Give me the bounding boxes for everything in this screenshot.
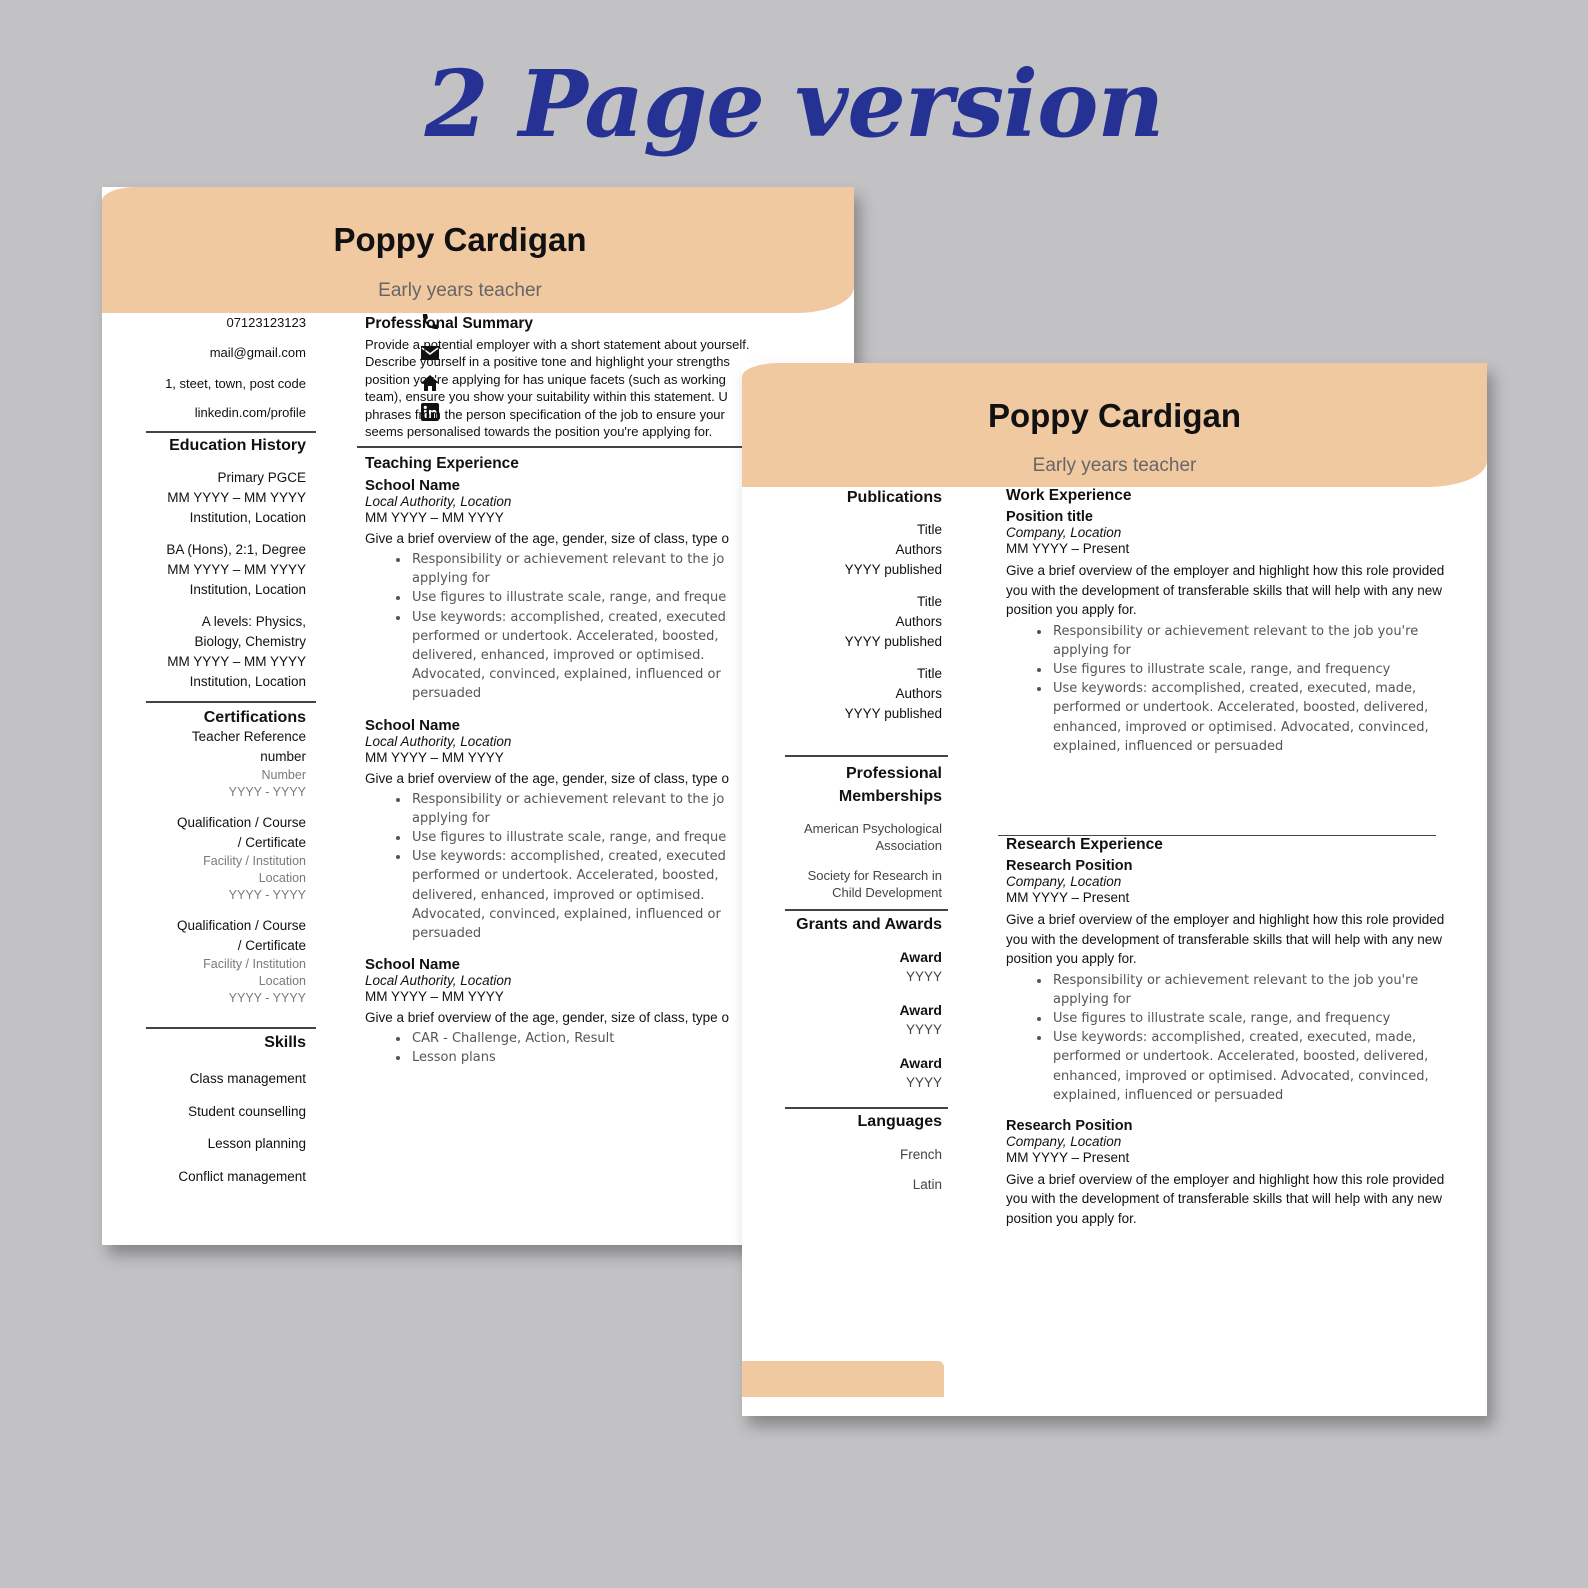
certification-item <box>122 916 306 1007</box>
job-overview: Give a brief overview of the employer and highlight how this role provided you with the development of transferable skills that will help with any new position you apply for. <box>1006 563 1445 617</box>
bullet-item: • Responsibility or achievement relevant to the jo applying for <box>410 550 745 588</box>
skills-list <box>122 1063 306 1193</box>
education-heading: Education History <box>169 437 306 454</box>
pub-authors: Authors <box>895 542 942 557</box>
publication-item <box>762 664 942 724</box>
education-item <box>122 540 306 600</box>
job-dates: MM YYYY – MM YYYY <box>365 510 504 525</box>
resume-name: Poppy Cardigan <box>987 397 1242 434</box>
heading-line: Professional <box>845 765 942 782</box>
pub-title: Title <box>916 594 942 609</box>
contact-phone: 07123123123 <box>226 315 306 330</box>
heading-line: Memberships <box>838 788 942 805</box>
footer-accent-bar <box>742 1361 944 1397</box>
degree: A levels: Physics, <box>201 614 306 629</box>
grants-heading: Grants and Awards <box>796 916 942 933</box>
education-item <box>122 612 306 692</box>
publications-heading: Publications <box>846 489 942 506</box>
divider <box>785 755 948 757</box>
summary-heading: Professional Summary <box>365 315 533 332</box>
languages-section <box>762 1113 942 1200</box>
grant-item <box>762 947 942 987</box>
award-title: Award <box>899 1002 942 1018</box>
cert-title: / Certificate <box>237 835 306 850</box>
bullet-item: • Use figures to illustrate scale, range, and freque <box>410 828 745 847</box>
language-item: Latin <box>912 1177 942 1192</box>
company-location: Company, Location <box>1006 525 1122 540</box>
bullet-item: • Use figures to illustrate scale, range, and freque <box>410 588 745 607</box>
job-entry <box>365 717 745 944</box>
summary-line: position you're applying for has unique facets (such as working <box>365 371 726 387</box>
job-dates: MM YYYY – MM YYYY <box>365 989 504 1005</box>
banner-title: 2 Page version <box>424 50 1164 158</box>
language-item: French <box>899 1147 942 1162</box>
job-bullets <box>1006 622 1436 756</box>
bullet-item: • Responsibility or achievement relevant to the job you're applying for <box>1051 971 1436 1009</box>
degree: Biology, Chemistry <box>194 634 306 649</box>
membership-item <box>762 867 942 901</box>
memberships-heading <box>762 762 942 808</box>
contact-email: mail@gmail.com <box>209 345 306 360</box>
work-section <box>1006 487 1446 756</box>
resume-subtitle: Early years teacher <box>1032 455 1197 476</box>
divider <box>146 701 316 703</box>
bullet-item: • Use keywords: accomplished, created, executed, made, performed or undertook. Accelerated, boosted, delivered, enhanced, improved or optimised. Advocated, convinced, explained, influenced or persuaded <box>1051 1028 1436 1105</box>
contact-address: 1, steet, town, post code <box>165 376 306 391</box>
school-name: School Name <box>365 716 461 734</box>
summary-line: seems personalised towards the position you're applying for. <box>365 424 713 440</box>
institution: Institution, Location <box>189 510 306 525</box>
job-overview: Give a brief overview of the employer and highlight how this role provided you with the development of transferable skills that will help with any new position you apply for. <box>1006 1171 1445 1226</box>
publication-item <box>762 592 942 652</box>
job-overview: Give a brief overview of the employer and highlight how this role provided you with the development of transferable skills that will help with any new position you apply for. <box>1006 912 1445 966</box>
company-location: Company, Location <box>1006 1133 1122 1149</box>
job-entry <box>365 477 745 704</box>
company-location: Company, Location <box>1006 874 1122 889</box>
memberships-section <box>762 762 942 901</box>
bullet-item: • Use figures to illustrate scale, range, and frequency <box>1051 660 1436 679</box>
pub-title: Title <box>916 666 942 681</box>
cert-detail: YYYY - YYYY <box>228 991 306 1005</box>
job-location: Local Authority, Location <box>365 494 512 509</box>
summary-text <box>365 336 749 440</box>
research-section <box>1006 836 1446 1228</box>
resume-page-2 <box>742 363 1487 1416</box>
job-location: Local Authority, Location <box>365 973 512 989</box>
job-overview: Give a brief overview of the age, gender, size of class, type o <box>365 1010 729 1026</box>
bullet-item: • Use keywords: accomplished, created, executed performed or undertook. Accelerated, boosted, delivered, enhanced, improved or optimised. Advocated, convinced, explained, influenced or persuaded <box>410 608 745 704</box>
certifications-section <box>122 709 306 1007</box>
job-bullets <box>1006 971 1436 1105</box>
dates: MM YYYY – MM YYYY <box>167 490 306 505</box>
skill-item: Conflict management <box>178 1168 306 1184</box>
skills-section <box>122 1034 306 1193</box>
award-year: YYYY <box>905 1022 942 1037</box>
cert-detail: Number <box>261 768 306 782</box>
education-item <box>122 468 306 528</box>
cert-title: / Certificate <box>237 938 306 953</box>
job-dates: MM YYYY – Present <box>1006 1149 1130 1165</box>
contact-linkedin[interactable]: linkedin.com/profile <box>194 405 306 420</box>
job-dates: MM YYYY – MM YYYY <box>365 749 504 765</box>
bullet-item: • Responsibility or achievement relevant to the jo applying for <box>410 790 745 828</box>
pub-title: Title <box>916 522 942 537</box>
cert-detail: YYYY - YYYY <box>228 785 306 799</box>
dates: MM YYYY – MM YYYY <box>167 562 306 577</box>
cert-title: Teacher Reference <box>191 729 306 744</box>
bullet-item: • Responsibility or achievement relevant to the job you're applying for <box>1051 622 1436 660</box>
institution: Institution, Location <box>189 582 306 597</box>
bullet-item: • Use keywords: accomplished, created, executed performed or undertook. Accelerated, boosted, delivered, enhanced, improved or optimised. Advocated, convinced, explained, influenced or persuaded <box>410 847 745 943</box>
work-heading: Work Experience <box>1006 487 1132 504</box>
summary-section <box>365 315 749 440</box>
position-title: Research Position <box>1006 858 1133 874</box>
bullet-item: • Lesson plans <box>410 1048 745 1067</box>
divider <box>146 1027 316 1029</box>
cert-detail: YYYY - YYYY <box>228 888 306 902</box>
grant-item <box>762 1053 942 1093</box>
degree: BA (Hons), 2:1, Degree <box>166 542 306 557</box>
certification-item <box>122 727 306 801</box>
job-overview: Give a brief overview of the age, gender, size of class, type o <box>365 770 729 786</box>
award-year: YYYY <box>905 1075 942 1090</box>
summary-line: Describe yourself in a positive tone and highlight your strengths <box>365 354 730 370</box>
pub-authors: Authors <box>895 686 942 701</box>
divider <box>357 446 777 448</box>
divider <box>146 431 316 433</box>
skill-item: Student counselling <box>188 1103 306 1119</box>
certification-item <box>122 813 306 904</box>
membership-line: Society for Research in <box>807 868 942 883</box>
pub-year: YYYY published <box>844 634 942 649</box>
award-year: YYYY <box>905 969 942 984</box>
job-dates: MM YYYY – Present <box>1006 890 1130 905</box>
cert-detail: Facility / Institution <box>203 854 306 868</box>
resume-subtitle: Early years teacher <box>378 280 542 301</box>
job-dates: MM YYYY – Present <box>1006 541 1130 556</box>
dates: MM YYYY – MM YYYY <box>167 654 306 669</box>
grant-item <box>762 1000 942 1040</box>
skill-item: Lesson planning <box>207 1136 306 1151</box>
job-bullets <box>365 1029 745 1067</box>
school-name: School Name <box>365 956 461 974</box>
publication-item <box>762 520 942 580</box>
job-overview: Give a brief overview of the age, gender, size of class, type o <box>365 531 729 546</box>
divider <box>785 909 948 911</box>
languages-heading: Languages <box>857 1113 942 1130</box>
education-section <box>122 437 306 692</box>
cert-title: number <box>260 749 306 764</box>
award-title: Award <box>899 949 942 965</box>
skills-heading: Skills <box>264 1034 306 1051</box>
pub-year: YYYY published <box>844 562 942 577</box>
cert-title: Qualification / Course <box>176 918 306 933</box>
skill-item: Class management <box>189 1071 306 1086</box>
certifications-heading: Certifications <box>203 709 306 726</box>
position-title: Research Position <box>1006 1117 1133 1134</box>
membership-line: American Psychological <box>803 821 942 836</box>
cert-detail: Location <box>258 974 306 988</box>
bullet-item: • Use figures to illustrate scale, range, and frequency <box>1051 1009 1436 1028</box>
cert-detail: Location <box>258 871 306 885</box>
publications-section <box>762 489 942 724</box>
pub-authors: Authors <box>895 614 942 629</box>
job-bullets <box>365 790 745 944</box>
award-title: Award <box>899 1055 942 1071</box>
summary-line: Provide a potential employer with a short statement about yourself. <box>365 337 750 352</box>
membership-line: Child Development <box>832 885 942 900</box>
pub-year: YYYY published <box>844 706 942 721</box>
research-entry <box>1006 1118 1446 1229</box>
research-heading: Research Experience <box>1006 836 1163 853</box>
cert-title: Qualification / Course <box>176 815 306 830</box>
position-title: Position title <box>1006 509 1093 525</box>
membership-line: Association <box>875 838 942 853</box>
teaching-section <box>365 455 745 1068</box>
resume-name: Poppy Cardigan <box>333 221 587 258</box>
job-bullets <box>365 550 745 704</box>
bullet-item: • CAR - Challenge, Action, Result <box>410 1029 745 1048</box>
summary-line: team), ensure you show your suitability within this statement. U <box>365 389 728 405</box>
bullet-item: • Use keywords: accomplished, created, executed, made, performed or undertook. Accelerated, boosted, delivered, enhanced, improved or optimised. Advocated, convinced, explained, influenced or persuaded <box>1051 679 1436 756</box>
job-entry <box>365 956 745 1067</box>
job-location: Local Authority, Location <box>365 733 512 749</box>
cert-detail: Facility / Institution <box>203 957 306 971</box>
grants-section <box>762 916 942 1093</box>
degree: Primary PGCE <box>217 470 306 485</box>
research-entry <box>1006 858 1446 1105</box>
divider <box>785 1107 948 1109</box>
summary-line: phrases from the person specification of the job to ensure your <box>365 406 725 422</box>
membership-item <box>762 820 942 854</box>
institution: Institution, Location <box>189 674 306 689</box>
teaching-heading: Teaching Experience <box>365 455 519 472</box>
languages-list <box>762 1140 942 1200</box>
school-name: School Name <box>365 477 461 494</box>
